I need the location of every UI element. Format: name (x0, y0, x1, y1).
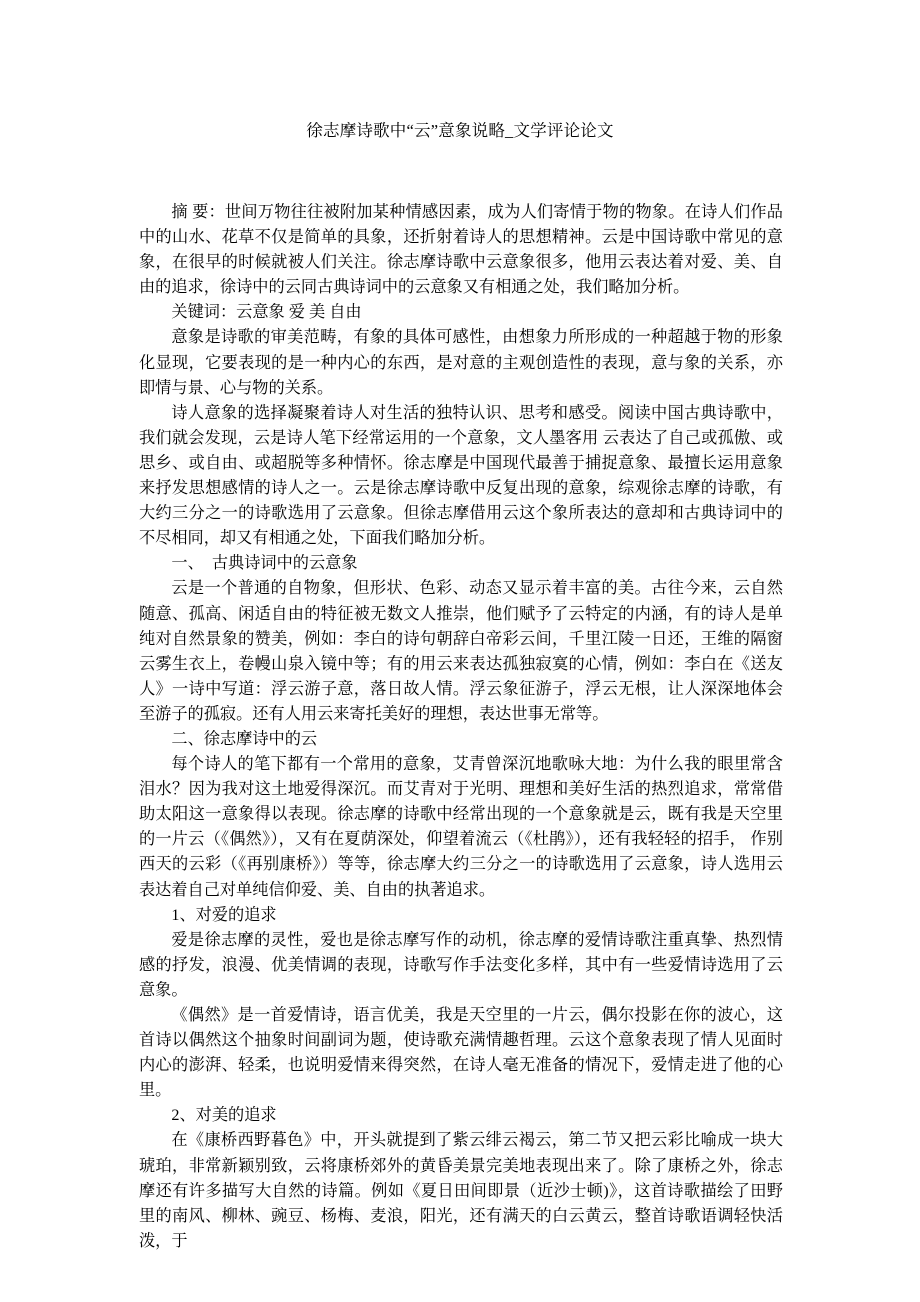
paragraph-subsection-1-body-a: 爱是徐志摩的灵性，爱也是徐志摩写作的动机，徐志摩的爱情诗歌注重真挚、热烈情感的抒发，浪漫、优美情调的表现，诗歌写作手法变化多样，其中有一些爱情诗选用了云意象。 (139, 930, 783, 999)
paragraph-section-2-body: 每个诗人的笔下都有一个常用的意象，艾青曾深沉地歌咏大地：为什么我的眼里常含泪水？因为我对这土地爱得深沉。而艾青对于光明、理想和美好生活的热烈追求，常常借助太阳这一意象得以表现。徐志摩的诗歌中经常出现的一个意象就是云，既有我是天空里的一片云（《偶然》），又有在夏荫深处，仰望着流云（《杜鹃》），还有我轻轻的招手， 作别西天的云彩（《再别康桥》）等等，徐志摩大约三分之一的诗歌选用了云意象，诗人选用云表达着自己对单纯信仰爱、美、自由的执著追求。 (139, 755, 783, 899)
paragraph-abstract: 摘 要：世间万物往往被附加某种情感因素，成为人们寄情于物的物象。在诗人们作品中的山水、花草不仅是简单的具象，还折射着诗人的思想精神。云是中国诗歌中常见的意象，在很早的时候就被人们关注。徐志摩诗歌中云意象很多，他用云表达着对爱、美、自由的追求，徐诗中的云同古典诗词中的云意象又有相通之处，我们略加分析。 (139, 203, 783, 297)
subsection-heading-1: 1、对爱的追求 (171, 905, 277, 924)
paragraph-section-1-body: 云是一个普通的自物象，但形状、色彩、动态又显示着丰富的美。古往今来，云自然随意、孤高、闲适自由的特征被无数文人推崇，他们赋予了云特定的内涵，有的诗人是单纯对自然景象的赞美，例如：李白的诗句朝辞白帝彩云间，千里江陵一日还，王维的隔窗云雾生衣上，卷幔山泉入镜中等；有的用云来表达孤独寂寞的心情，例如：李白在《送友人》一诗中写道：浮云游子意，落日故人情。浮云象征游子，浮云无根，让人深深地体会至游子的孤寂。还有人用云来寄托美好的理想，表达世事无常等。 (139, 579, 783, 723)
section-heading-2: 二、徐志摩诗中的云 (171, 729, 318, 748)
paragraph-imagery-definition: 意象是诗歌的审美范畴，有象的具体可感性，由想象力所形成的一种超越于物的形象化显现，它要表现的是一种内心的东西，是对意的主观创造性的表现，意与象的关系，亦即情与景、心与物的关系。 (139, 328, 783, 397)
section-heading-1: 一、 古典诗词中的云意象 (171, 554, 358, 573)
paragraph-subsection-2-body: 在《康桥西野暮色》中，开头就提到了紫云绯云褐云，第二节又把云彩比喻成一块大琥珀，非常新颖别致，云将康桥郊外的黄昏美景完美地表现出来了。除了康桥之外，徐志摩还有许多描写大自然的诗篇。例如《夏日田间即景（近沙士顿)》，这首诗歌描绘了田野里的南风、柳林、豌豆、杨梅、麦浪，阳光，还有满天的白云黄云，整首诗歌语调轻快活泼，于 (139, 1131, 783, 1250)
page-title: 徐志摩诗歌中“云”意象说略_文学评论论文 (306, 121, 614, 141)
paragraph-poet-imagery-selection: 诗人意象的选择凝聚着诗人对生活的独特认识、思考和感受。阅读中国古典诗歌中，我们就会发现，云是诗人笔下经常运用的一个意象，文人墨客用 云表达了自己或孤傲、或思乡、或自由、或超脱等多种情怀。徐志摩是中国现代最善于捕捉意象、最擅长运用意象来抒发思想感情的诗人之一。云是徐志摩诗歌中反复出现的意象，综观徐志摩的诗歌，有大约三分之一的诗歌选用了云意象。但徐志摩借用云这个象所表达的意却和古典诗词中的不尽相同，却又有相通之处，下面我们略加分析。 (139, 403, 783, 548)
paragraph-subsection-1-body-b: 《偶然》是一首爱情诗，语言优美，我是天空里的一片云，偶尔投影在你的波心，这首诗以偶然这个抽象时间副词为题，使诗歌充满情趣哲理。云这个意象表现了情人见面时内心的澎湃、轻柔，也说明爱情来得突然，在诗人毫无准备的情况下，爱情走进了他的心里。 (139, 1006, 783, 1100)
paragraph-keywords: 关键词：云意象 爱 美 自由 (171, 303, 362, 322)
document-body (139, 200, 783, 1254)
subsection-heading-2: 2、对美的追求 (171, 1106, 277, 1125)
